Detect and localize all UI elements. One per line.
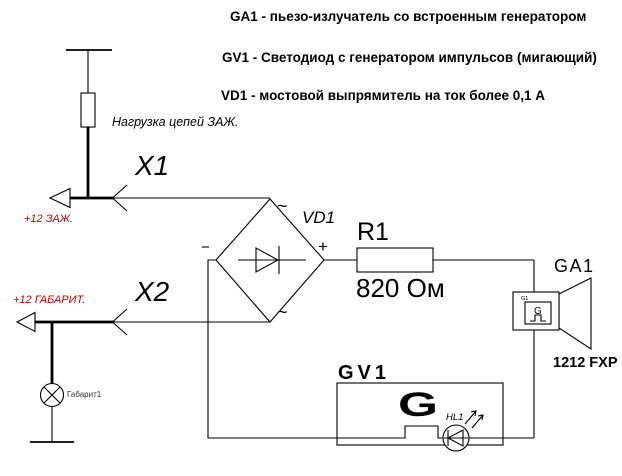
legend [221, 9, 597, 103]
blinker-module-gv1 [337, 362, 503, 445]
marker-lamp-branch [30, 322, 102, 442]
hl1-label: HL1 [446, 412, 464, 423]
x1-label: X1 [135, 150, 170, 181]
bridge-ac-top-sign: ~ [277, 196, 288, 216]
plug-triangle-x1 [50, 189, 70, 208]
bridge-rectifier-vd1 [201, 196, 335, 322]
led-ray [472, 415, 483, 428]
x1-supply-label: +12 ЗАЖ. [24, 213, 73, 225]
vd1-label: VD1 [302, 208, 336, 227]
gv1-generator-letter: G [398, 386, 438, 424]
legend-gv1: GV1 - Светодиод с генератором импульсов (мигающий) [222, 50, 597, 65]
bridge-ac-bottom-sign: ~ [277, 302, 288, 322]
piezo-sounder-ga1 [513, 256, 618, 438]
load-resistor-symbol [81, 93, 95, 127]
r1-label: R1 [357, 218, 389, 246]
plug-triangle-x2 [17, 313, 35, 332]
load-label: Нагрузка цепей ЗАЖ. [112, 115, 239, 129]
legend-vd1: VD1 - мостовой выпрямитель на ток более 0,1 А [221, 88, 545, 103]
speaker-horn [559, 278, 591, 349]
led-ray [465, 411, 476, 424]
resistor-r1 [324, 218, 534, 303]
piezo-generator-letter: G [534, 306, 542, 317]
x2-supply-label: +12 ГАБАРИТ. [13, 294, 86, 306]
ga1-model: 1212 FXP [553, 355, 618, 371]
lamp-label: Габарит1 [67, 390, 102, 399]
resistor-body [357, 248, 433, 272]
r1-value: 820 Ом [356, 273, 445, 303]
piezo-inner-ref: G1 [521, 296, 529, 302]
gv1-label: GV1 [338, 362, 391, 384]
bridge-minus-sign: − [201, 239, 210, 256]
bridge-plus-sign: + [318, 237, 328, 256]
ga1-label: GA1 [554, 256, 595, 276]
legend-ga1: GA1 - пьезо-излучатель со встроенным генератором [230, 9, 587, 24]
x2-label: X2 [135, 276, 170, 307]
connector-x1 [24, 150, 270, 225]
